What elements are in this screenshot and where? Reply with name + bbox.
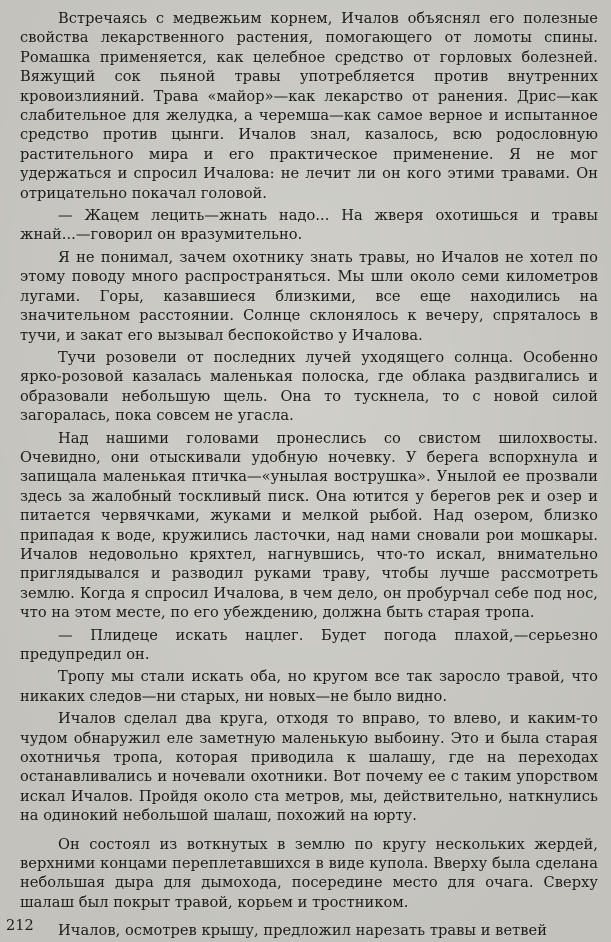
paragraph: Встречаясь с медвежьим корнем, Ичалов объяснял его полезные свойства лекарственного растения, помогающего от ломоты спины. Ромашка применяется, как целебное средство от горловых болезней. Вяжущий сок пьяной травы употребляется против внутренних кровоизлияний. Трава «майор»—как лекарство от ранения. Дрис—как слабительное для желудка, а черемша—как самое верное и испытанное средство против цынги. Ичалов знал, казалось, всю родословную растительного мира и его практическое применение. Я не мог удержаться и спросил Ичалова: не лечит ли он кого этими травами. Он отрицательно покачал головой. (20, 10, 598, 202)
page-text (20, 9, 598, 941)
paragraph: Я не понимал, зачем охотнику знать травы, но Ичалов не хотел по этому поводу много распространяться. Мы шли около семи километров лугами. Горы, казавшиеся близкими, все еще находились на значительном расстоянии. Солнце склонялось к вечеру, спряталось в тучи, и закат его вызывал беспокойство у Ичалова. (20, 248, 598, 344)
paragraph: — Плидеце искать нацлег. Будет погода плахой,—серьезно предупредил он. (20, 626, 598, 663)
paragraph: Тропу мы стали искать оба, но кругом все так заросло травой, что никаких следов—ни старых, ни новых—не было видно. (20, 668, 598, 705)
paragraph-last-line: Ичалов, осмотрев крышу, предложил нарезать травы и ветвей (58, 922, 547, 940)
paragraph: Тучи розовели от последних лучей уходящего солнца. Особенно ярко-розовой казалась маленькая полоска, где облака раздвигались и образовали небольшую щель. Она то тускнела, то с новой силой загоралась, пока совсем не угасла. (20, 348, 598, 425)
paragraph: Над нашими головами пронеслись со свистом шилохвосты. Очевидно, они отыскивали удобную ночевку. У берега вспорхнула и запищала маленькая птичка—«унылая вострушка». Унылой ее прозвали здесь за жалобный тоскливый писк. Она ютится у берегов рек и озер и питается червячками, жуками и мелкой рыбой. Над озером, близко припадая к воде, кружились ласточки, над нами сновали рои мошкары. Ичалов недовольно кряхтел, нагнувшись, что-то искал, внимательно приглядывался и разводил руками траву, чтобы лучше рассмотреть землю. Когда я спросил Ичалова, в чем дело, он пробурчал себе под нос, что на этом месте, по его убеждению, должна быть старая тропа. (20, 429, 598, 622)
paragraph: Ичалов сделал два круга, отходя то вправо, то влево, и каким-то чудом обнаружил еле заметную маленькую выбоину. Это и была старая охотничья тропа, которая приводила к шалашу, где на переходах останавливались и ночевали охотники. Вот почему ее с таким упорством искал Ичалов. Пройдя около ста метров, мы, действительно, наткнулись на одинокий небольшой шалаш, похожий на юрту. (20, 710, 598, 825)
page-number: 212 (6, 918, 34, 934)
paragraph: — Жацем лецить—жнать надо... На жверя охотишься и травы жнай...—говорил он вразумительно. (20, 207, 598, 244)
paragraph: Он состоял из воткнутых в землю по кругу нескольких жердей, верхними концами переплетавшихся в виде купола. Вверху была сделана небольшая дыра для дымохода, посередине место для очага. Сверху шалаш был покрыт травой, корьем и тростником. (20, 835, 598, 911)
